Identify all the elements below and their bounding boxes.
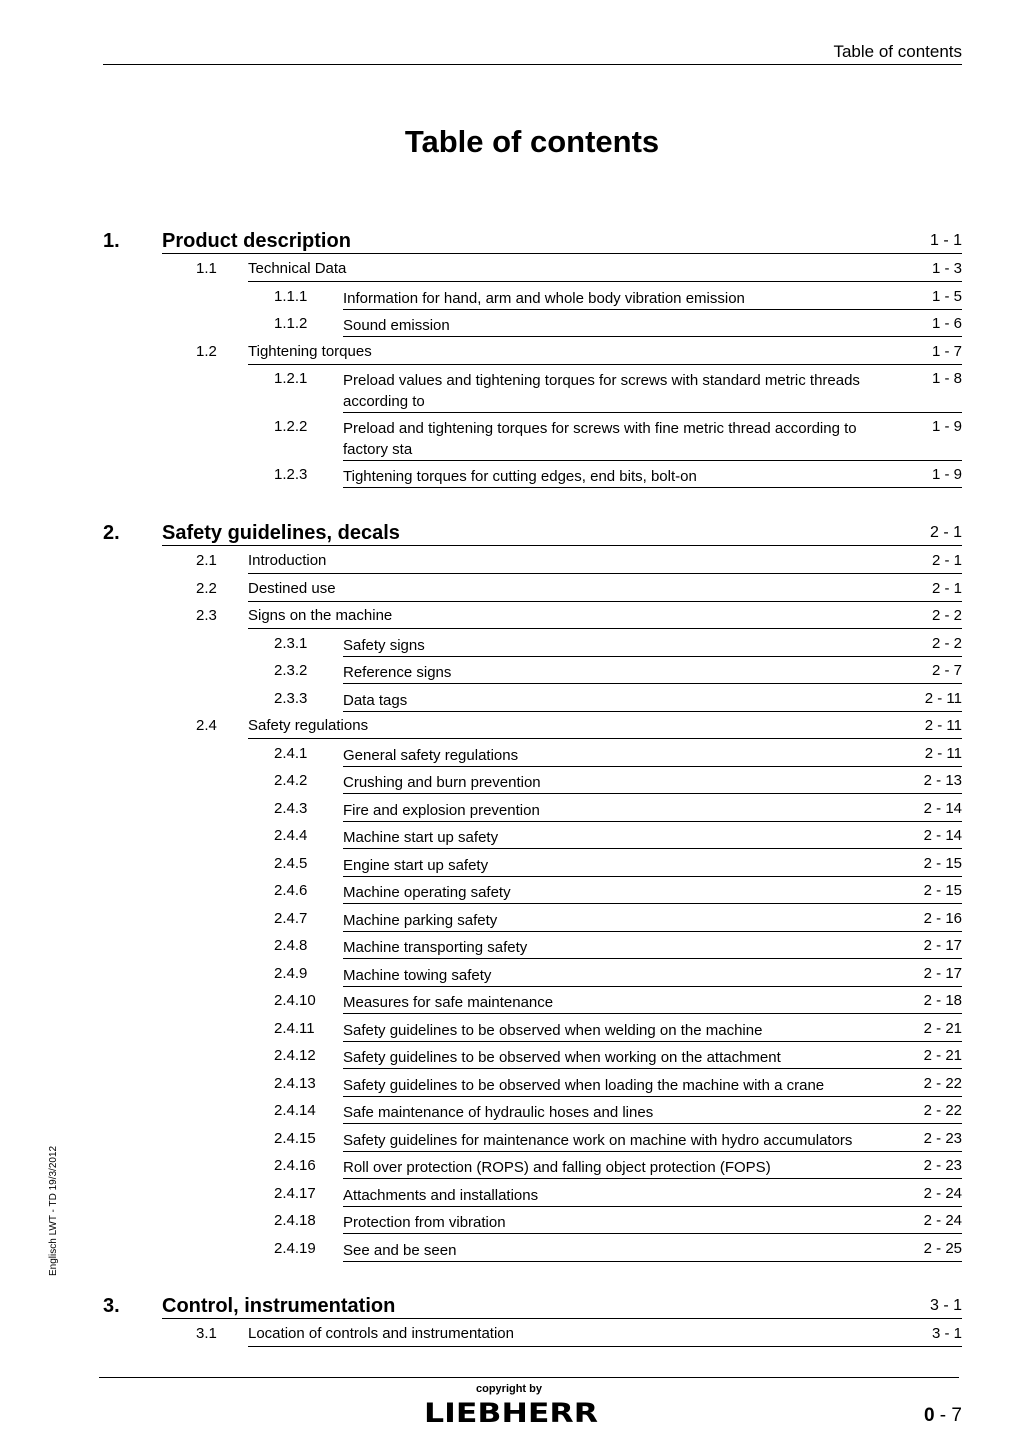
toc-subsection-entry[interactable] bbox=[0, 343, 1024, 371]
entry-number: 2.4.1 bbox=[274, 744, 308, 762]
entry-page: 2 - 7 bbox=[931, 662, 962, 679]
toc-entry[interactable] bbox=[0, 1185, 1024, 1213]
entry-title: Engine start up safety bbox=[343, 856, 489, 874]
entry-title: Roll over protection (ROPS) and falling object protection (FOPS) bbox=[343, 1159, 771, 1176]
page-index: 7 bbox=[951, 1405, 962, 1426]
header-rule bbox=[103, 64, 962, 65]
entry-page: 2 - 21 bbox=[923, 1047, 962, 1064]
entry-rule bbox=[343, 931, 962, 932]
section-rule bbox=[162, 545, 962, 546]
entry-title: Safety regulations bbox=[248, 717, 369, 734]
section-rule bbox=[162, 1318, 962, 1319]
entry-number: 1.1.1 bbox=[274, 287, 308, 305]
entry-number: 2.2 bbox=[196, 579, 217, 597]
entry-title: Location of controls and instrumentation bbox=[248, 1325, 514, 1342]
entry-number: 1.2.3 bbox=[274, 466, 308, 483]
entry-rule bbox=[343, 656, 962, 657]
entry-page: 2 - 17 bbox=[923, 937, 962, 954]
entry-title: Measures for safe maintenance bbox=[343, 994, 554, 1011]
entry-title: Preload and tightening torques for screws with fine metric thread according to factory sta bbox=[343, 420, 857, 458]
toc-entry[interactable] bbox=[0, 772, 1024, 800]
entry-title: General safety regulations bbox=[343, 746, 519, 764]
entry-title: See and be seen bbox=[343, 1241, 457, 1259]
toc-subsection-entry[interactable] bbox=[0, 717, 1024, 745]
entry-number: 2.4.16 bbox=[274, 1157, 316, 1174]
toc-entry[interactable] bbox=[0, 690, 1024, 718]
entry-number: 2.4.18 bbox=[274, 1212, 316, 1229]
section-number: 1. bbox=[103, 230, 120, 252]
entry-rule bbox=[343, 412, 962, 413]
toc-entry[interactable] bbox=[0, 965, 1024, 993]
toc-subsection-entry[interactable] bbox=[0, 552, 1024, 580]
entry-number: 1.2.1 bbox=[274, 370, 308, 387]
entry-rule bbox=[343, 793, 962, 794]
toc-entry[interactable] bbox=[0, 882, 1024, 910]
toc-entry[interactable] bbox=[0, 937, 1024, 965]
entry-title: Machine parking safety bbox=[343, 911, 498, 929]
entry-title: Machine operating safety bbox=[343, 884, 511, 901]
toc-subsection-entry[interactable] bbox=[0, 1325, 1024, 1353]
entry-rule bbox=[343, 1206, 962, 1207]
entry-number: 2.4.3 bbox=[274, 799, 308, 817]
entry-title: Preload values and tightening torques for screws with standard metric threads according to bbox=[343, 372, 860, 410]
entry-page: 2 - 23 bbox=[923, 1129, 962, 1147]
toc-subsection-entry[interactable] bbox=[0, 260, 1024, 288]
entry-number: 2.3 bbox=[196, 607, 217, 624]
entry-page: 2 - 11 bbox=[924, 744, 962, 762]
entry-page: 2 - 14 bbox=[923, 827, 962, 844]
entry-title: Data tags bbox=[343, 691, 408, 709]
entry-title: Destined use bbox=[248, 579, 336, 597]
entry-page: 2 - 21 bbox=[923, 1019, 962, 1037]
toc-entry[interactable] bbox=[0, 1075, 1024, 1103]
entry-title: Crushing and burn prevention bbox=[343, 774, 541, 791]
entry-rule bbox=[248, 601, 962, 602]
entry-number: 2.1 bbox=[196, 552, 217, 569]
entry-rule bbox=[248, 573, 962, 574]
copyright-label: copyright by bbox=[475, 1383, 542, 1395]
entry-number: 2.4.15 bbox=[274, 1129, 316, 1147]
entry-page: 2 - 15 bbox=[923, 854, 962, 872]
entry-page: 1 - 9 bbox=[931, 418, 962, 435]
section-page: 1 - 1 bbox=[929, 232, 962, 249]
page-number bbox=[924, 1405, 962, 1427]
entry-number: 2.4.2 bbox=[274, 772, 308, 789]
page-separator: - bbox=[934, 1405, 952, 1426]
toc-section-heading[interactable] bbox=[0, 522, 1024, 550]
toc-entry[interactable] bbox=[0, 855, 1024, 883]
entry-rule bbox=[248, 1346, 962, 1347]
entry-page: 2 - 16 bbox=[923, 909, 962, 927]
entry-title: Machine start up safety bbox=[343, 829, 499, 846]
toc-entry[interactable] bbox=[0, 288, 1024, 316]
section-title: Product description bbox=[162, 230, 351, 252]
entry-page: 2 - 2 bbox=[931, 634, 962, 652]
entry-page: 2 - 17 bbox=[923, 964, 962, 982]
page-chapter: 0 bbox=[923, 1405, 935, 1426]
entry-rule bbox=[343, 1178, 962, 1179]
entry-rule bbox=[248, 738, 962, 739]
entry-title: Safety signs bbox=[343, 636, 425, 654]
entry-page: 2 - 13 bbox=[923, 772, 962, 789]
entry-number: 2.4.12 bbox=[274, 1047, 316, 1064]
toc-entry[interactable] bbox=[0, 418, 1024, 458]
entry-rule bbox=[343, 1151, 962, 1152]
entry-page: 2 - 23 bbox=[923, 1157, 962, 1174]
toc-entry[interactable] bbox=[0, 1240, 1024, 1268]
entry-rule bbox=[343, 683, 962, 684]
entry-number: 1.2.2 bbox=[274, 418, 308, 435]
entry-number: 2.4.4 bbox=[274, 827, 308, 844]
entry-page: 1 - 9 bbox=[931, 466, 962, 483]
entry-rule bbox=[343, 711, 962, 712]
entry-rule bbox=[343, 876, 962, 877]
section-number: 2. bbox=[103, 522, 120, 544]
toc-entry[interactable] bbox=[0, 662, 1024, 690]
entry-page: 1 - 7 bbox=[931, 342, 962, 360]
entry-page: 2 - 15 bbox=[923, 882, 962, 899]
entry-title: Introduction bbox=[248, 552, 327, 569]
entry-title: Reference signs bbox=[343, 664, 452, 681]
entry-page: 2 - 22 bbox=[923, 1074, 962, 1092]
entry-title: Signs on the machine bbox=[248, 607, 393, 624]
document-revision-note: Englisch LWT - TD 19/3/2012 bbox=[48, 1145, 59, 1276]
entry-number: 1.2 bbox=[196, 342, 217, 360]
entry-title: Machine towing safety bbox=[343, 966, 492, 984]
entry-rule bbox=[343, 1233, 962, 1234]
entry-rule bbox=[343, 821, 962, 822]
toc-entry[interactable] bbox=[0, 827, 1024, 855]
toc-entry[interactable] bbox=[0, 315, 1024, 343]
entry-title: Protection from vibration bbox=[343, 1214, 506, 1231]
entry-rule bbox=[343, 986, 962, 987]
entry-title: Tightening torques bbox=[248, 342, 372, 360]
entry-page: 2 - 2 bbox=[931, 607, 962, 624]
entry-number: 2.4.9 bbox=[274, 964, 308, 982]
section-title: Control, instrumentation bbox=[162, 1295, 396, 1317]
entry-number: 1.1.2 bbox=[274, 315, 308, 332]
entry-rule bbox=[343, 1041, 962, 1042]
entry-rule bbox=[248, 364, 962, 365]
entry-rule bbox=[343, 1068, 962, 1069]
toc-subsection-entry[interactable] bbox=[0, 580, 1024, 608]
entry-rule bbox=[343, 1123, 962, 1124]
entry-number: 2.4.10 bbox=[274, 992, 316, 1009]
entry-page: 2 - 25 bbox=[923, 1239, 962, 1257]
entry-page: 3 - 1 bbox=[931, 1325, 962, 1342]
running-header: Table of contents bbox=[833, 42, 962, 61]
toc-entry[interactable] bbox=[0, 635, 1024, 663]
entry-page: 2 - 11 bbox=[924, 717, 962, 734]
entry-number: 2.4.8 bbox=[274, 937, 308, 954]
entry-title: Information for hand, arm and whole body vibration emission bbox=[343, 289, 745, 307]
entry-rule bbox=[248, 628, 962, 629]
entry-number: 2.4.19 bbox=[274, 1239, 316, 1257]
toc-entry[interactable] bbox=[0, 1047, 1024, 1075]
entry-page: 1 - 8 bbox=[931, 370, 962, 387]
entry-number: 3.1 bbox=[196, 1325, 217, 1342]
entry-title: Attachments and installations bbox=[343, 1186, 539, 1204]
section-page: 3 - 1 bbox=[929, 1297, 962, 1314]
entry-page: 1 - 5 bbox=[931, 287, 962, 305]
toc-entry[interactable] bbox=[0, 370, 1024, 410]
entry-page: 2 - 1 bbox=[931, 552, 962, 569]
entry-rule bbox=[343, 958, 962, 959]
entry-rule bbox=[343, 487, 962, 488]
entry-page: 2 - 11 bbox=[924, 689, 962, 707]
entry-rule bbox=[343, 766, 962, 767]
entry-page: 2 - 22 bbox=[923, 1102, 962, 1119]
entry-rule bbox=[343, 309, 962, 310]
entry-page: 2 - 24 bbox=[923, 1212, 962, 1229]
entry-rule bbox=[343, 903, 962, 904]
entry-number: 1.1 bbox=[196, 260, 217, 277]
entry-title: Fire and explosion prevention bbox=[343, 801, 540, 819]
toc-entry[interactable] bbox=[0, 800, 1024, 828]
toc-subsection-entry[interactable] bbox=[0, 607, 1024, 635]
entry-number: 2.3.1 bbox=[274, 634, 308, 652]
entry-rule bbox=[343, 336, 962, 337]
entry-number: 2.4.14 bbox=[274, 1102, 316, 1119]
entry-number: 2.4.13 bbox=[274, 1074, 316, 1092]
section-number: 3. bbox=[103, 1295, 120, 1317]
entry-page: 1 - 3 bbox=[931, 260, 962, 277]
toc-entry[interactable] bbox=[0, 1212, 1024, 1240]
entry-rule bbox=[343, 460, 962, 461]
entry-rule bbox=[343, 1096, 962, 1097]
entry-title: Safe maintenance of hydraulic hoses and lines bbox=[343, 1104, 654, 1121]
entry-title: Machine transporting safety bbox=[343, 939, 528, 956]
toc-entry[interactable] bbox=[0, 466, 1024, 494]
entry-page: 2 - 24 bbox=[923, 1184, 962, 1202]
toc-entry[interactable] bbox=[0, 745, 1024, 773]
entry-title: Sound emission bbox=[343, 317, 450, 334]
liebherr-logo bbox=[423, 1398, 599, 1426]
entry-number: 2.4.17 bbox=[274, 1184, 316, 1202]
entry-number: 2.3.3 bbox=[274, 689, 308, 707]
entry-number: 2.4.5 bbox=[274, 854, 308, 872]
toc-section-heading[interactable] bbox=[0, 1295, 1024, 1323]
toc-entry[interactable] bbox=[0, 992, 1024, 1020]
entry-title: Safety guidelines for maintenance work on machine with hydro accumulators bbox=[343, 1131, 853, 1149]
entry-number: 2.4.7 bbox=[274, 909, 308, 927]
entry-title: Safety guidelines to be observed when welding on the machine bbox=[343, 1021, 763, 1039]
entry-title: Safety guidelines to be observed when loading the machine with a crane bbox=[343, 1076, 825, 1094]
footer-rule bbox=[99, 1377, 959, 1378]
toc-section-heading[interactable] bbox=[0, 230, 1024, 258]
entry-number: 2.3.2 bbox=[274, 662, 308, 679]
entry-page: 2 - 18 bbox=[923, 992, 962, 1009]
toc-entry[interactable] bbox=[0, 1157, 1024, 1185]
entry-number: 2.4.6 bbox=[274, 882, 308, 899]
logo-text: LIEBHERR bbox=[424, 1398, 599, 1426]
section-title: Safety guidelines, decals bbox=[162, 522, 400, 544]
entry-rule bbox=[248, 281, 962, 282]
entry-page: 2 - 14 bbox=[923, 799, 962, 817]
entry-rule bbox=[343, 1261, 962, 1262]
section-rule bbox=[162, 253, 962, 254]
entry-title: Safety guidelines to be observed when working on the attachment bbox=[343, 1049, 781, 1066]
page-title: Table of contents bbox=[404, 124, 660, 159]
entry-title: Tightening torques for cutting edges, end bits, bolt-on bbox=[343, 468, 697, 485]
entry-rule bbox=[343, 848, 962, 849]
entry-title: Technical Data bbox=[248, 260, 347, 277]
entry-rule bbox=[343, 1013, 962, 1014]
toc-entry[interactable] bbox=[0, 1020, 1024, 1048]
entry-number: 2.4 bbox=[196, 717, 217, 734]
section-page: 2 - 1 bbox=[929, 524, 962, 541]
entry-page: 1 - 6 bbox=[931, 315, 962, 332]
toc-entry[interactable] bbox=[0, 1130, 1024, 1158]
toc-entry[interactable] bbox=[0, 910, 1024, 938]
entry-number: 2.4.11 bbox=[274, 1019, 315, 1037]
entry-page: 2 - 1 bbox=[931, 579, 962, 597]
toc-entry[interactable] bbox=[0, 1102, 1024, 1130]
